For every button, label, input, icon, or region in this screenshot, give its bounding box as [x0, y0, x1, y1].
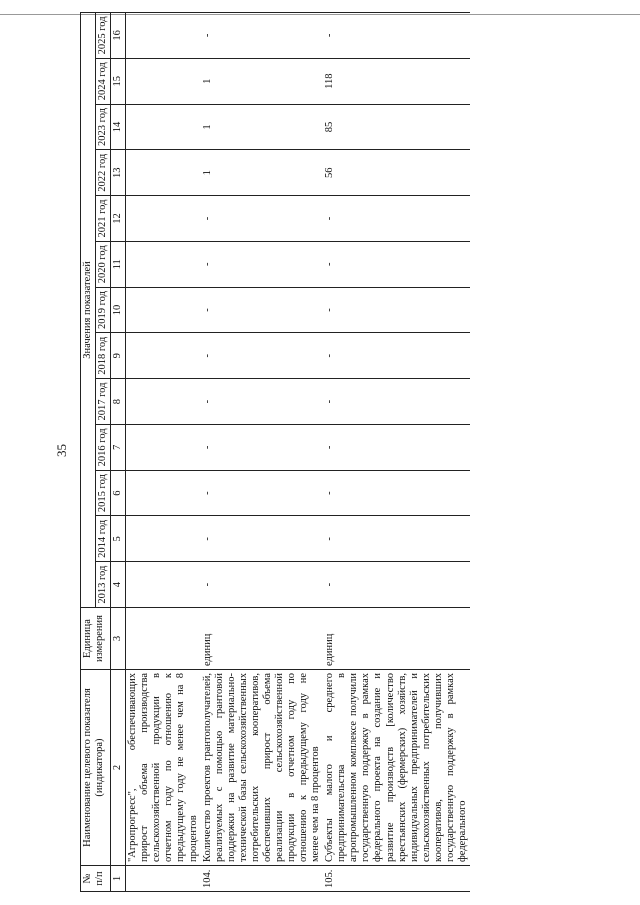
value-cell: -: [201, 516, 324, 562]
column-index-cell: 8: [111, 379, 126, 425]
header-unit: Единица измерения: [81, 608, 111, 670]
column-index-cell: 15: [111, 58, 126, 104]
header-year: 2013 год: [96, 562, 111, 608]
value-cell: -: [201, 424, 324, 470]
column-index-cell: 11: [111, 241, 126, 287]
header-year: 2024 год: [96, 58, 111, 104]
value-cell: 85: [323, 104, 470, 150]
value-cell: [126, 516, 201, 562]
value-cell: 1: [201, 150, 324, 196]
value-cell: [126, 241, 201, 287]
header-year: 2018 год: [96, 333, 111, 379]
header-year: 2016 год: [96, 424, 111, 470]
value-cell: [126, 424, 201, 470]
header-name: Наименование целевого показателя (индикатора): [81, 670, 111, 866]
table-row: [323, 13, 470, 892]
header-year: 2014 год: [96, 516, 111, 562]
column-index-cell: 1: [111, 866, 126, 892]
value-cell: [126, 58, 201, 104]
value-cell: [126, 379, 201, 425]
value-cell: 56: [323, 150, 470, 196]
value-cell: [126, 150, 201, 196]
header-values-group: Значения показателей: [81, 13, 96, 608]
value-cell: -: [201, 287, 324, 333]
value-cell: -: [201, 333, 324, 379]
header-year: 2017 год: [96, 379, 111, 425]
indicator-name: Количество проектов грантополучателей, реализуемых с помощью грантовой поддержки на развитие материально-технической базы сельскохозяйственных потребительских кооперативов, обеспечивших прирост объема реализации сельскохозяйственной продукции в отчетном году по отношению к предыдущему году не менее чем на 8 процентов: [201, 670, 324, 866]
column-index-cell: 14: [111, 104, 126, 150]
column-index-cell: 10: [111, 287, 126, 333]
column-index-cell: 4: [111, 562, 126, 608]
header-year: 2019 год: [96, 287, 111, 333]
column-index-cell: 12: [111, 196, 126, 242]
value-cell: 1: [201, 104, 324, 150]
value-cell: -: [323, 13, 470, 59]
row-number: 104.: [201, 866, 324, 892]
column-index-cell: 7: [111, 424, 126, 470]
column-index-cell: 9: [111, 333, 126, 379]
header-year: 2021 год: [96, 196, 111, 242]
value-cell: [126, 13, 201, 59]
value-cell: 118: [323, 58, 470, 104]
unit-cell: единиц: [201, 608, 324, 670]
unit-cell: единиц: [323, 608, 470, 670]
value-cell: [126, 470, 201, 516]
header-year: 2023 год: [96, 104, 111, 150]
row-number: [126, 866, 201, 892]
indicator-name: "Агропрогресс", обеспечивающих прирост объема производства сельскохозяйственной продукции в отчетном году по отношению к предыдущему году не менее чем на 8 процентов: [126, 670, 201, 866]
value-cell: -: [323, 470, 470, 516]
header-year: 2022 год: [96, 150, 111, 196]
value-cell: -: [323, 424, 470, 470]
value-cell: [126, 287, 201, 333]
value-cell: -: [323, 241, 470, 287]
value-cell: -: [323, 562, 470, 608]
header-year: 2015 год: [96, 470, 111, 516]
value-cell: -: [323, 333, 470, 379]
table-row: [126, 13, 201, 892]
column-index-cell: 13: [111, 150, 126, 196]
value-cell: [126, 196, 201, 242]
table-row: [201, 13, 324, 892]
header-year: 2020 год: [96, 241, 111, 287]
value-cell: -: [323, 287, 470, 333]
row-number: 105.: [323, 866, 470, 892]
column-index-cell: 16: [111, 13, 126, 59]
indicator-name: Субъекты малого и среднего предпринимательства в агропромышленном комплексе получили государственную поддержку в рамках федерального проекта на создание и развитие производств [количество крестьянских (фермерских) хозяйств, индивидуальных предпринимателей и сельскохозяйственных потребительских кооперативов, получивших государственную поддержку в рамках федерального: [323, 670, 470, 866]
value-cell: -: [323, 379, 470, 425]
value-cell: -: [201, 562, 324, 608]
header-num: № п/п: [81, 866, 111, 892]
value-cell: -: [201, 470, 324, 516]
unit-cell: [126, 608, 201, 670]
value-cell: -: [201, 241, 324, 287]
value-cell: [126, 104, 201, 150]
value-cell: [126, 333, 201, 379]
column-index-cell: 5: [111, 516, 126, 562]
value-cell: -: [323, 196, 470, 242]
header-year: 2025 год: [96, 13, 111, 59]
value-cell: [126, 562, 201, 608]
value-cell: -: [323, 516, 470, 562]
column-index-cell: 6: [111, 470, 126, 516]
rotated-table-sheet: [80, 12, 640, 892]
value-cell: -: [201, 13, 324, 59]
value-cell: -: [201, 379, 324, 425]
column-index-cell: 2: [111, 670, 126, 866]
column-index-cell: 3: [111, 608, 126, 670]
indicators-table: [80, 12, 470, 892]
value-cell: 1: [201, 58, 324, 104]
value-cell: -: [201, 196, 324, 242]
page-number: 35: [54, 444, 69, 457]
